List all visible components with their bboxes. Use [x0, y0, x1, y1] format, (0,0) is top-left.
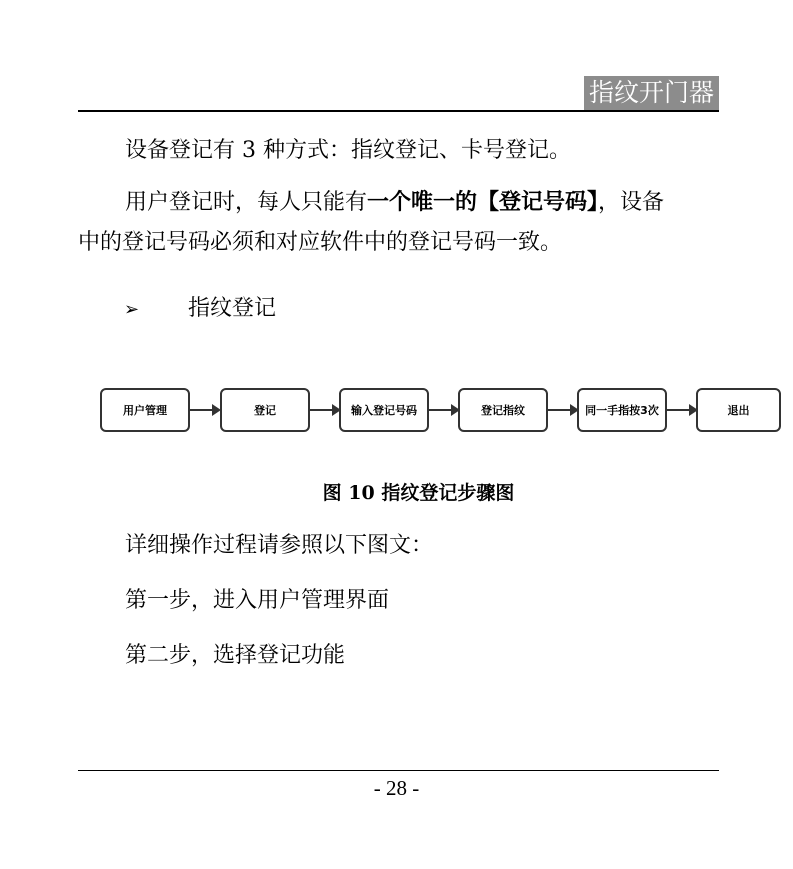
flowchart [100, 388, 783, 436]
flow-step-enter-number: 输入登记号码 [339, 388, 429, 432]
header-title: 指纹开门器 [584, 76, 719, 110]
flow-arrow [667, 409, 691, 411]
flow-arrow [190, 409, 214, 411]
paragraph-registration-rule-continued: 中的登记号码必须和对应软件中的登记号码一致。 [78, 230, 563, 255]
flow-arrow [310, 409, 334, 411]
figure-caption: 图 10 指纹登记步骤图 [322, 482, 515, 504]
paragraph-text: 用户登记时，每人只能有 [125, 190, 368, 215]
emphasis-text: 一个唯一的【登记号码】 [367, 189, 599, 215]
bullet-text: 指纹登记 [188, 296, 277, 321]
paragraph-step-one: 第一步，进入用户管理界面 [125, 588, 390, 613]
bullet-fingerprint-registration [124, 288, 276, 331]
paragraph-registration-methods: 设备登记有 3 种方式：指纹登记、卡号登记。 [125, 138, 571, 163]
flow-step-user-management: 用户管理 [100, 388, 190, 432]
flow-step-register-fingerprint: 登记指纹 [458, 388, 548, 432]
flow-arrow [548, 409, 572, 411]
paragraph-text: ，设备 [598, 190, 665, 215]
paragraph-registration-rule [78, 181, 766, 224]
footer-rule [78, 770, 719, 771]
flow-step-register: 登记 [220, 388, 310, 432]
flow-step-press-three-times: 同一手指按3次 [577, 388, 667, 432]
paragraph-step-two: 第二步，选择登记功能 [125, 643, 346, 668]
header-rule [78, 110, 719, 112]
flow-arrow [429, 409, 453, 411]
page-number: - 28 - [373, 776, 420, 800]
paragraph-instructions-intro: 详细操作过程请参照以下图文： [125, 533, 434, 558]
flow-step-exit: 退出 [696, 388, 781, 432]
arrow-bullet-icon: ➢ [124, 299, 140, 320]
